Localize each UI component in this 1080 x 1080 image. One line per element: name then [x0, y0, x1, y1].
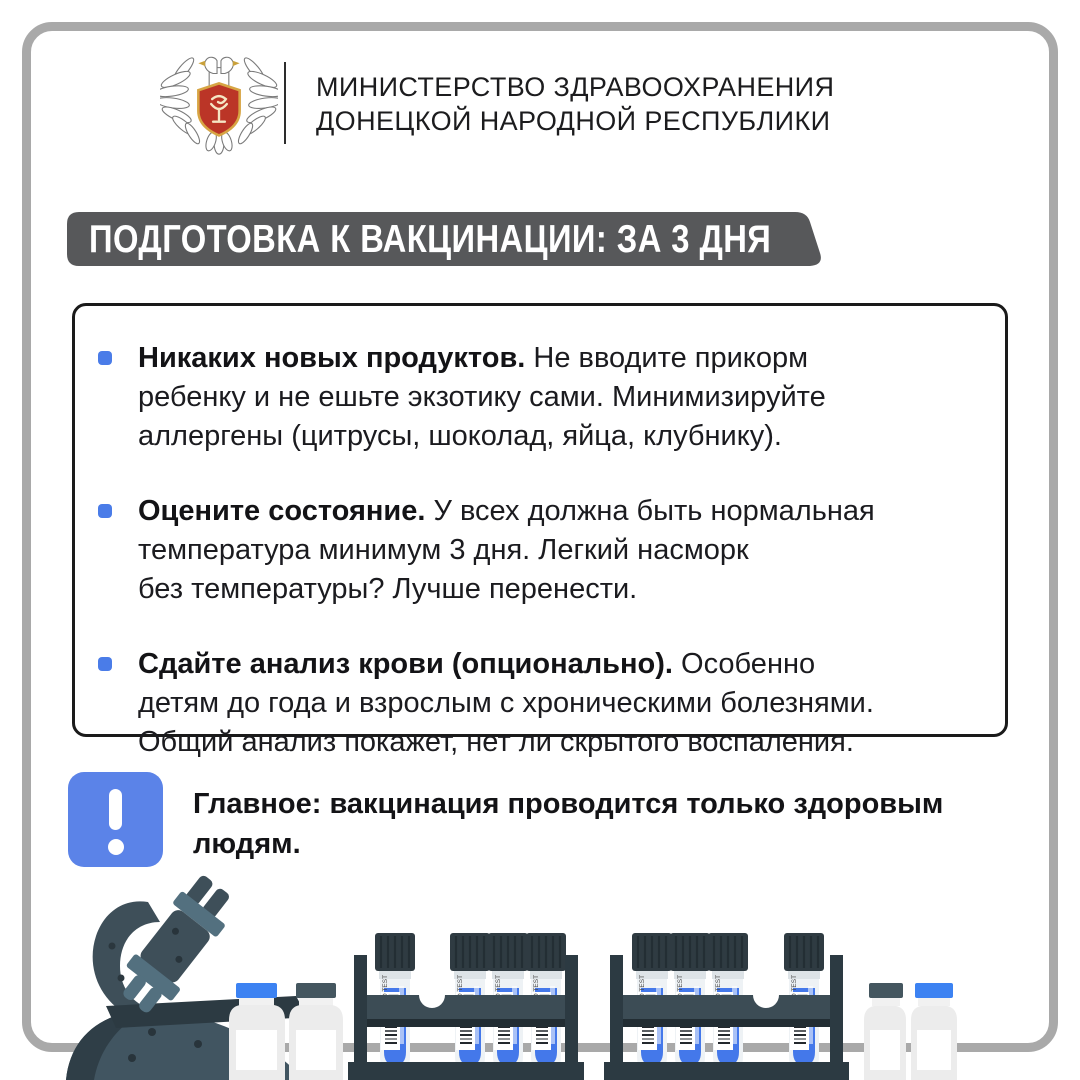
- eagle-head-left: [205, 57, 217, 73]
- ministry-title: [316, 70, 834, 138]
- item-line: Особенно: [681, 648, 816, 680]
- exclamation-dot: [108, 839, 124, 855]
- empty-slot-notch: [419, 982, 445, 1008]
- vial-bottle: [289, 983, 343, 1080]
- vial-bottle: [911, 983, 957, 1080]
- eagle-head-right: [221, 57, 233, 73]
- vial-bottle: [864, 983, 906, 1080]
- ministry-title-line1: МИНИСТЕРСТВО ЗДРАВООХРАНЕНИЯ: [316, 72, 835, 102]
- callout-line1: Главное: вакцинация проводится только здоровым: [193, 788, 944, 820]
- item-line: аллергены (цитрусы, шоколад, яйца, клубнику).: [138, 420, 782, 452]
- checklist-box: [72, 303, 1008, 758]
- list-item-text: [138, 492, 875, 609]
- microscope-head: [109, 870, 246, 1021]
- exclamation-icon: [68, 772, 163, 867]
- test-tube-rack: [604, 933, 849, 1080]
- item-line: температура минимум 3 дня. Легкий насморк: [138, 534, 749, 566]
- callout-text: [193, 784, 1043, 864]
- eagle-beak-left: [198, 61, 205, 66]
- item-line: ребенку и не ешьте экзотику сами. Минимизируйте: [138, 381, 826, 413]
- item-line: детям до года и взрослым с хроническими болезнями.: [138, 687, 874, 719]
- ministry-title-line2: ДОНЕЦКОЙ НАРОДНОЙ РЕСПУБЛИКИ: [316, 106, 831, 136]
- list-item: [98, 492, 985, 609]
- item-lead: Сдайте анализ крови (опционально).: [138, 648, 673, 680]
- header-divider: [284, 62, 286, 144]
- list-item: [98, 645, 985, 762]
- item-line: У всех должна быть нормальная: [433, 495, 875, 527]
- exclamation-bar: [109, 789, 122, 830]
- banner-title: ПОДГОТОВКА К ВАКЦИНАЦИИ: ЗА 3 ДНЯ: [89, 218, 772, 261]
- dnr-eagle-emblem: [160, 48, 278, 160]
- callout-line2: людям.: [193, 828, 301, 860]
- list-item-text: [138, 645, 874, 762]
- item-lead: Оцените состояние.: [138, 495, 426, 527]
- bullet-square-icon: [98, 504, 112, 518]
- bullet-square-icon: [98, 657, 112, 671]
- item-lead: Никаких новых продуктов.: [138, 342, 526, 374]
- eagle-beak-right: [233, 61, 240, 66]
- item-line: Не вводите прикорм: [533, 342, 809, 374]
- eagle-wing: [160, 55, 202, 145]
- list-item-text: [138, 339, 826, 456]
- list-item: [98, 339, 985, 456]
- lab-illustration: [0, 860, 1080, 1080]
- empty-slot-notch: [753, 982, 779, 1008]
- title-banner: [67, 212, 842, 266]
- bullet-square-icon: [98, 351, 112, 365]
- test-tube-rack: [348, 933, 584, 1080]
- item-line: Общий анализ покажет, нет ли скрытого воспаления.: [138, 726, 854, 758]
- item-line: без температуры? Лучше перенести.: [138, 573, 638, 605]
